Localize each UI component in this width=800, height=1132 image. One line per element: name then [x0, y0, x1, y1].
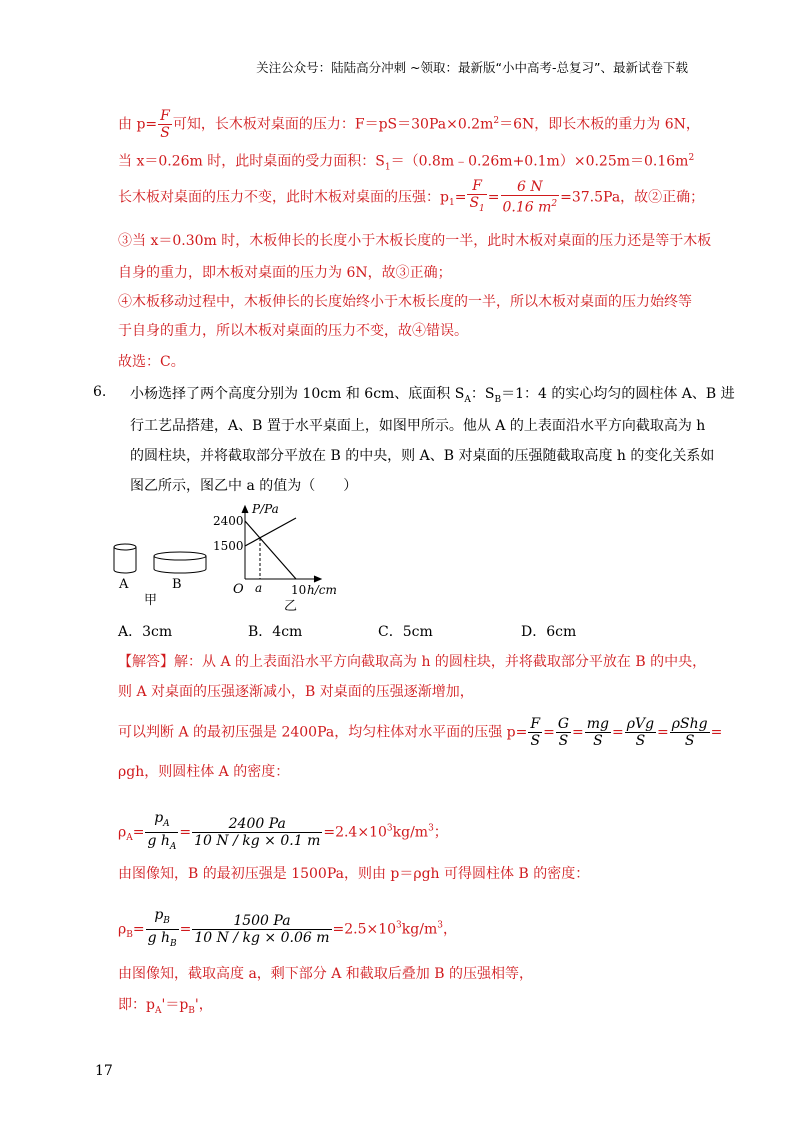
- solution-line-7: 于自身的重力，所以木板对桌面的压力不变，故④错误。: [118, 323, 468, 339]
- cylinder-A: [114, 544, 136, 573]
- question-number: 6.: [93, 384, 107, 400]
- figure: [108, 500, 378, 615]
- solution-line-3: 长木板对桌面的压力不变，此时木板对桌面的压强：$p_1=$ $\frac{F}{S_1}$ = $\frac{6 N}{0.16 m^2}$ =37.5Pa，故②正确；: [118, 178, 705, 216]
- option-A[interactable]: A．3cm: [118, 624, 173, 640]
- text: ＝（0.8m﹣0.26m+0.1m）×0.25m＝0.16m: [390, 153, 689, 170]
- answer-line-8: 由图像知，截取高度 a，剩下部分 A 和截取后叠加 B 的压强相等，: [118, 966, 533, 982]
- answer-density-B: $\rho_B=$ $\frac{p_B}{g h_B}$ = $\frac{1500 Pa}{10 N / kg \times 0.06 m}$ $=2.5\times 10^3kg/m^3$，: [118, 907, 457, 949]
- text: '，: [194, 997, 213, 1013]
- question-line-3: 的圆柱块，并将截取部分平放在 B 的中央，则 A、B 对桌面的压强随截取高度 h 的变化关系如: [130, 448, 715, 464]
- answer-density-A: $\rho_A=$ $\frac{p_A}{g h_A}$ = $\frac{2400 Pa}{10 N / kg \times 0.1 m}$ $=2.4\times 10^3kg/m^3$；: [118, 810, 448, 852]
- origin-label: O: [233, 582, 244, 597]
- question-line-1: 小杨选择了两个高度分别为 10cm 和 6cm、底面积 $S_A$：$S_B=1$：4 的实心均匀的圆柱体 A、B 进: [130, 386, 735, 405]
- solution-line-6: ④木板移动过程中，木板伸长的长度始终小于木板长度的一半，所以木板对桌面的压力始终等: [118, 294, 692, 310]
- question-line-2: 行工艺品搭建，A、B 置于水平桌面上，如图甲所示。他从 A 的上表面沿水平方向截取高为 h: [130, 418, 706, 434]
- page-number: 17: [95, 1063, 113, 1079]
- line-A: [245, 521, 296, 579]
- answer-line-9: 即：$p_A'=p_B'$，: [118, 997, 213, 1016]
- tick-10: 10: [291, 583, 307, 597]
- solution-line-5: 自身的重力，即木板对桌面的压力为 6N，故③正确；: [118, 265, 452, 281]
- option-B[interactable]: B．4cm: [248, 624, 303, 640]
- solution-line-8: 故选：C。: [118, 354, 185, 370]
- y-axis-label: P/Pa: [252, 502, 279, 516]
- label-A: A: [119, 577, 129, 592]
- text: ：S: [470, 386, 495, 402]
- question-line-4: 图乙所示，图乙中 a 的值为（ ）: [130, 478, 358, 494]
- text: kg/m: [401, 921, 438, 938]
- text: kg/m: [392, 824, 429, 841]
- text: 小杨选择了两个高度分别为 10cm 和 6cm、底面积 S: [130, 386, 465, 402]
- tick-2400: 2400: [213, 514, 244, 528]
- text: =2.5×10: [332, 921, 397, 938]
- label-yi: 乙: [284, 599, 298, 614]
- text: ＝6N，即长木板的重力为 6N，: [499, 116, 700, 133]
- solution-line-4: ③当 x＝0.30m 时，木板伸长的长度小于木板长度的一半，此时木板对桌面的压力还是等于木板: [118, 233, 712, 249]
- answer-line-4: ρgh，则圆柱体 A 的密度：: [118, 764, 290, 780]
- answer-line-1: 【解答】解：从 A 的上表面沿水平方向截取高为 h 的圆柱块，并将截取部分平放在 B 的中央，: [118, 654, 707, 670]
- page-header: 关注公众号：陆陆高分冲刺 ~领取：最新版“小中高考-总复习”、最新试卷下载: [256, 60, 688, 75]
- label-B: B: [172, 577, 182, 592]
- answer-line-2: 则 A 对桌面的压强逐渐减小，B 对桌面的压强逐渐增加，: [118, 684, 474, 700]
- text: =2.4×10: [323, 824, 387, 841]
- option-D[interactable]: D．6cm: [521, 624, 577, 640]
- text: =37.5Pa，故②正确；: [560, 189, 705, 206]
- solution-line-1: 由 p= $\frac{F}{S}$ 可知，长木板对桌面的压力：$F=pS=30Pa\times 0.2m^2=6N$，即长木板的重力为 6N，: [118, 108, 700, 141]
- text: 由 p=: [118, 116, 158, 133]
- text: ，: [442, 921, 457, 938]
- line-B: [245, 518, 296, 546]
- tick-a: a: [255, 581, 263, 595]
- solution-line-2: 当 x＝0.26m 时，此时桌面的受力面积：$S_1=(0.8m﹣0.26m+0.1m)\times 0.25m=0.16m^2$: [118, 153, 695, 173]
- text: 可以判断 A 的最初压强是 2400Pa，均匀柱体对水平面的压强 p=: [118, 724, 528, 741]
- text: 长木板对桌面的压力不变，此时木板对桌面的压强：p: [118, 189, 449, 206]
- option-C[interactable]: C．5cm: [378, 624, 433, 640]
- cylinder-B: [154, 552, 206, 573]
- text: ；: [433, 824, 448, 841]
- text: ＝1：4 的实心均匀的圆柱体 A、B 进: [501, 386, 735, 402]
- text: '＝p: [161, 997, 189, 1013]
- graph-axes: [242, 506, 321, 582]
- label-jia: 甲: [144, 593, 158, 608]
- text: 即：p: [118, 997, 155, 1013]
- text: 当 x＝0.26m 时，此时桌面的受力面积：S: [118, 153, 385, 170]
- fraction-F-over-S: $\frac{F}{S}$: [160, 108, 170, 141]
- x-axis-label: h/cm: [307, 583, 337, 597]
- tick-1500: 1500: [213, 539, 244, 553]
- answer-line-3: 可以判断 A 的最初压强是 2400Pa，均匀柱体对水平面的压强 p= $\frac{F}{S}$ = $\frac{G}{S}$ = $\frac{mg}{S}$ = $\frac{\text{ρVg}}{S}$ = $\frac{\text{ρShg}}{S}$ =: [118, 716, 723, 749]
- fraction-6N-over-area: $\frac{6 N}{0.16 m^2}$: [502, 179, 558, 216]
- fraction-F-over-S1: $\frac{F}{S_1}$: [469, 178, 485, 214]
- text: 可知，长木板对桌面的压力：F＝pS＝30Pa×0.2m: [172, 116, 494, 133]
- answer-line-6: 由图像知，B 的最初压强是 1500Pa，则由 p＝ρgh 可得圆柱体 B 的密度：: [118, 866, 590, 882]
